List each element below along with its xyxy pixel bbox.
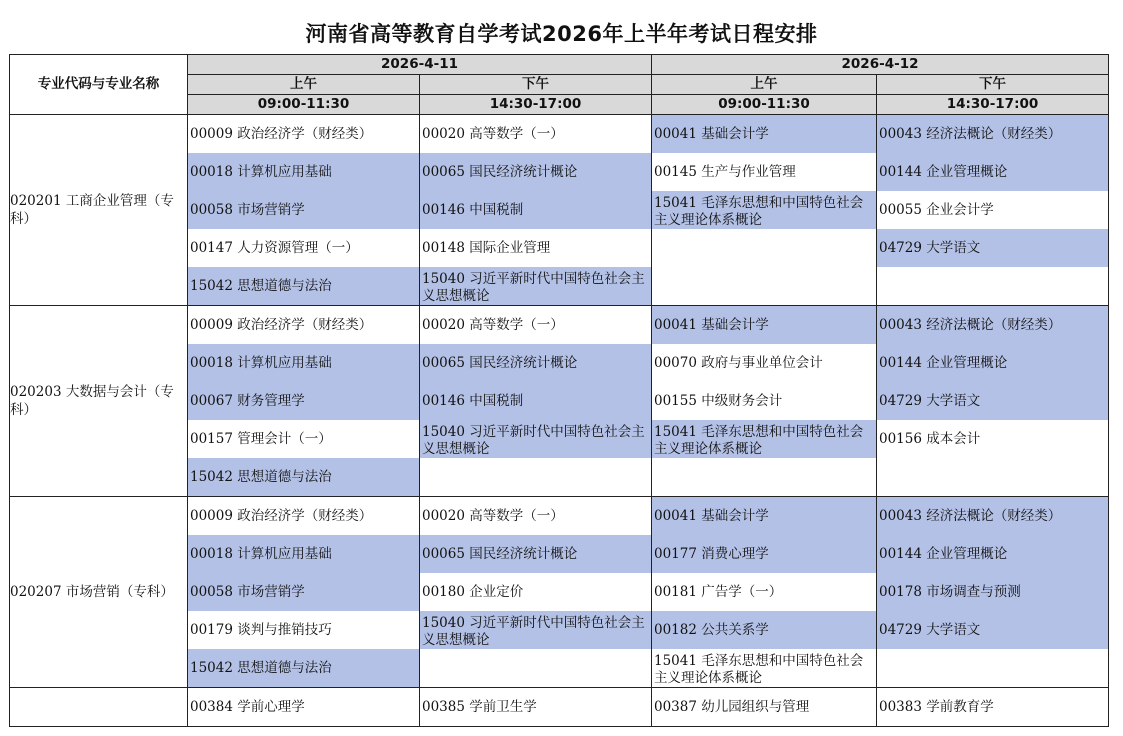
exam-slot bbox=[652, 115, 877, 306]
course-cell: 00178 市场调查与预测 bbox=[877, 573, 1108, 611]
course-cell bbox=[652, 267, 876, 305]
course-cell: 00155 中级财务会计 bbox=[654, 392, 783, 409]
course-cell: 15041 毛泽东思想和中国特色社会主义理论体系概论 bbox=[652, 420, 876, 458]
course-cell: 00148 国际企业管理 bbox=[422, 239, 551, 256]
course-cell: 00144 企业管理概论 bbox=[877, 344, 1108, 382]
course-cell: 04729 大学语文 bbox=[877, 382, 1108, 420]
exam-slot bbox=[652, 497, 877, 688]
major-row bbox=[10, 306, 1109, 497]
exam-slot bbox=[188, 688, 420, 727]
course-cell: 00058 市场营销学 bbox=[188, 191, 419, 229]
time-header: 09:00-11:30 bbox=[188, 95, 420, 115]
exam-slot bbox=[188, 497, 420, 688]
exam-slot bbox=[652, 306, 877, 497]
course-cell: 00055 企业会计学 bbox=[879, 201, 994, 218]
course-cell: 00384 学前心理学 bbox=[190, 698, 305, 715]
time-header: 09:00-11:30 bbox=[652, 95, 877, 115]
course-cell: 00387 幼儿园组织与管理 bbox=[654, 698, 810, 715]
course-cell bbox=[652, 229, 876, 267]
course-cell: 00065 国民经济统计概论 bbox=[420, 153, 651, 191]
course-cell: 00385 学前卫生学 bbox=[422, 698, 537, 715]
course-cell: 15042 思想道德与法治 bbox=[188, 458, 419, 496]
course-cell: 15042 思想道德与法治 bbox=[188, 267, 419, 305]
major-name: 020201 工商企业管理（专科） bbox=[10, 115, 188, 306]
course-cell: 00182 公共关系学 bbox=[652, 611, 876, 649]
course-cell: 00043 经济法概论（财经类） bbox=[877, 497, 1108, 535]
course-cell: 04729 大学语文 bbox=[877, 229, 1108, 267]
course-cell: 00180 企业定价 bbox=[422, 583, 524, 600]
course-cell: 00145 生产与作业管理 bbox=[654, 163, 796, 180]
course-cell: 00181 广告学（一） bbox=[654, 583, 783, 600]
course-cell: 00018 计算机应用基础 bbox=[188, 153, 419, 191]
course-cell: 15040 习近平新时代中国特色社会主义思想概论 bbox=[420, 267, 651, 305]
course-cell: 00020 高等数学（一） bbox=[422, 507, 564, 524]
course-cell: 15040 习近平新时代中国特色社会主义思想概论 bbox=[420, 611, 651, 649]
course-cell: 15042 思想道德与法治 bbox=[188, 649, 419, 687]
course-cell: 00383 学前教育学 bbox=[879, 698, 994, 715]
course-cell: 00009 政治经济学（财经类） bbox=[190, 316, 373, 333]
course-cell: 15041 毛泽东思想和中国特色社会主义理论体系概论 bbox=[652, 191, 876, 229]
exam-slot bbox=[877, 688, 1109, 727]
course-cell: 00177 消费心理学 bbox=[652, 535, 876, 573]
course-cell: 00041 基础会计学 bbox=[652, 497, 876, 535]
course-cell: 00043 经济法概论（财经类） bbox=[877, 306, 1108, 344]
exam-slot bbox=[188, 115, 420, 306]
course-cell: 00156 成本会计 bbox=[879, 430, 981, 447]
period-header: 上午 bbox=[188, 75, 420, 95]
course-cell: 00018 计算机应用基础 bbox=[188, 344, 419, 382]
exam-slot bbox=[877, 115, 1109, 306]
major-row bbox=[10, 688, 1109, 727]
course-cell bbox=[420, 649, 651, 687]
course-cell: 00009 政治经济学（财经类） bbox=[190, 507, 373, 524]
major-column-header: 专业代码与专业名称 bbox=[10, 55, 188, 115]
course-cell: 00041 基础会计学 bbox=[652, 115, 876, 153]
exam-slot bbox=[877, 497, 1109, 688]
course-cell: 00144 企业管理概论 bbox=[877, 535, 1108, 573]
exam-slot bbox=[420, 115, 652, 306]
course-cell: 00146 中国税制 bbox=[420, 382, 651, 420]
course-cell: 15041 毛泽东思想和中国特色社会主义理论体系概论 bbox=[654, 653, 864, 686]
course-cell bbox=[652, 458, 876, 496]
course-cell bbox=[877, 267, 1108, 305]
course-cell: 00020 高等数学（一） bbox=[422, 125, 564, 142]
date-header-1: 2026-4-11 bbox=[188, 55, 652, 75]
course-cell: 00009 政治经济学（财经类） bbox=[190, 125, 373, 142]
course-cell: 00146 中国税制 bbox=[420, 191, 651, 229]
time-header: 14:30-17:00 bbox=[877, 95, 1109, 115]
course-cell: 04729 大学语文 bbox=[877, 611, 1108, 649]
page-title: 河南省高等教育自学考试2026年上半年考试日程安排 bbox=[305, 22, 818, 46]
course-cell: 15040 习近平新时代中国特色社会主义思想概论 bbox=[420, 420, 651, 458]
course-cell: 00179 谈判与推销技巧 bbox=[190, 621, 332, 638]
major-name: 020207 市场营销（专科） bbox=[10, 497, 188, 688]
course-cell: 00065 国民经济统计概论 bbox=[420, 535, 651, 573]
course-cell: 00020 高等数学（一） bbox=[422, 316, 564, 333]
schedule-table bbox=[9, 54, 1109, 727]
schedule-body bbox=[10, 115, 1109, 727]
time-header: 14:30-17:00 bbox=[420, 95, 652, 115]
major-row bbox=[10, 497, 1109, 688]
exam-slot bbox=[420, 306, 652, 497]
course-cell bbox=[420, 458, 651, 496]
exam-slot bbox=[652, 688, 877, 727]
course-cell: 00043 经济法概论（财经类） bbox=[877, 115, 1108, 153]
exam-slot bbox=[420, 688, 652, 727]
course-cell bbox=[877, 458, 1108, 496]
exam-slot bbox=[420, 497, 652, 688]
major-name: 020203 大数据与会计（专科） bbox=[10, 306, 188, 497]
course-cell: 00070 政府与事业单位会计 bbox=[654, 354, 823, 371]
course-cell: 00144 企业管理概论 bbox=[877, 153, 1108, 191]
major-row bbox=[10, 115, 1109, 306]
course-cell: 00147 人力资源管理（一） bbox=[190, 239, 359, 256]
course-cell bbox=[877, 649, 1108, 687]
period-header: 上午 bbox=[652, 75, 877, 95]
period-header: 下午 bbox=[877, 75, 1109, 95]
course-cell: 00067 财务管理学 bbox=[188, 382, 419, 420]
course-cell: 00157 管理会计（一） bbox=[190, 430, 332, 447]
exam-slot bbox=[877, 306, 1109, 497]
course-cell: 00058 市场营销学 bbox=[188, 573, 419, 611]
date-header-2: 2026-4-12 bbox=[652, 55, 1109, 75]
exam-slot bbox=[188, 306, 420, 497]
period-header: 下午 bbox=[420, 75, 652, 95]
course-cell: 00018 计算机应用基础 bbox=[188, 535, 419, 573]
course-cell: 00065 国民经济统计概论 bbox=[420, 344, 651, 382]
major-name bbox=[10, 688, 188, 727]
course-cell: 00041 基础会计学 bbox=[652, 306, 876, 344]
